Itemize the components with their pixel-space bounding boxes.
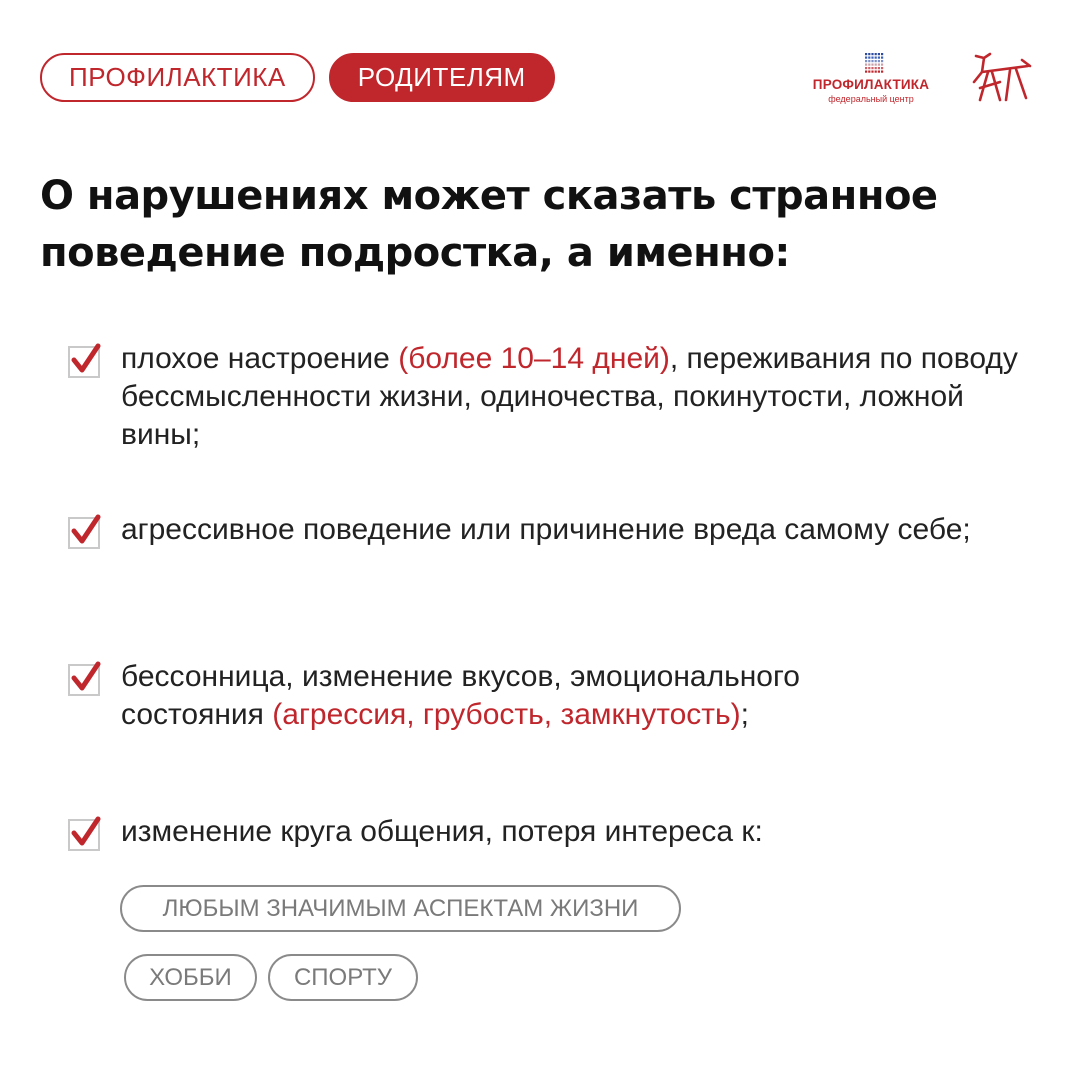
logo-dot (865, 67, 867, 69)
page-title: О нарушениях может сказать странное поведение подростка, а именно: (40, 173, 938, 276)
logo-dot (878, 67, 880, 69)
list-item-text: бессонница, изменение вкусов, эмоционального состояния (агрессия, грубость, замкнутость); (121, 660, 800, 731)
logo-dot (868, 71, 870, 73)
chip-hobby: ХОББИ (124, 954, 257, 1001)
logo-dot (881, 64, 883, 66)
header-tags (40, 53, 555, 102)
highlight-text: (более 10–14 дней) (398, 342, 670, 375)
logo-dot (881, 57, 883, 59)
logo-dot (865, 64, 867, 66)
checkbox-checked-icon (67, 343, 103, 379)
logo-dot (871, 71, 873, 73)
logo-dot (871, 60, 873, 62)
logo-dot (868, 53, 870, 55)
logo-dot (881, 53, 883, 55)
logo-dot (871, 53, 873, 55)
logo-dot (881, 67, 883, 69)
profilaktika-logo (808, 52, 934, 106)
logo-title: ПРОФИЛАКТИКА (812, 77, 930, 92)
highlight-text: (агрессия, грубость, замкнутость) (272, 698, 741, 731)
horse-emblem-icon (970, 52, 1032, 104)
logo-dot (878, 57, 880, 59)
checkbox-checked-icon (67, 661, 103, 697)
list-item-text: агрессивное поведение или причинение вреда самому себе; (121, 513, 971, 546)
logo-dot (868, 57, 870, 59)
logo-dot (871, 64, 873, 66)
logo-dot (875, 71, 877, 73)
logo-dot (868, 67, 870, 69)
logo-dot (868, 64, 870, 66)
tag-parents: РОДИТЕЛЯМ (329, 53, 555, 102)
chip-sport: СПОРТУ (268, 954, 418, 1001)
dots-grid-icon (864, 52, 884, 74)
logo-dot (865, 60, 867, 62)
logo-dot (875, 67, 877, 69)
tag-prophylaxis: ПРОФИЛАКТИКА (40, 53, 315, 102)
logo-dot (881, 71, 883, 73)
logo-dot (871, 57, 873, 59)
logo-dot (878, 53, 880, 55)
logo-dot (881, 60, 883, 62)
list-item-text: плохое настроение (более 10–14 дней), переживания по поводу бессмысленности жизни, одиночества, покинутости, ложной вины; (121, 342, 1018, 451)
checkbox-checked-icon (67, 514, 103, 550)
logo-dot (875, 60, 877, 62)
logo-dot (865, 57, 867, 59)
logo-dot (878, 64, 880, 66)
list-item-text: изменение круга общения, потеря интереса к: (121, 815, 763, 848)
logo-dot (878, 71, 880, 73)
logo-dot (868, 60, 870, 62)
checkbox-checked-icon (67, 816, 103, 852)
logo-dot (865, 53, 867, 55)
logo-dot (875, 64, 877, 66)
chip-life-aspects: ЛЮБЫМ ЗНАЧИМЫМ АСПЕКТАМ ЖИЗНИ (120, 885, 681, 932)
logo-subtitle: федеральный центр (828, 94, 914, 104)
logo-dot (875, 53, 877, 55)
logo-dot (865, 71, 867, 73)
logo-dot (875, 57, 877, 59)
logo-dot (871, 67, 873, 69)
logo-dot (878, 60, 880, 62)
